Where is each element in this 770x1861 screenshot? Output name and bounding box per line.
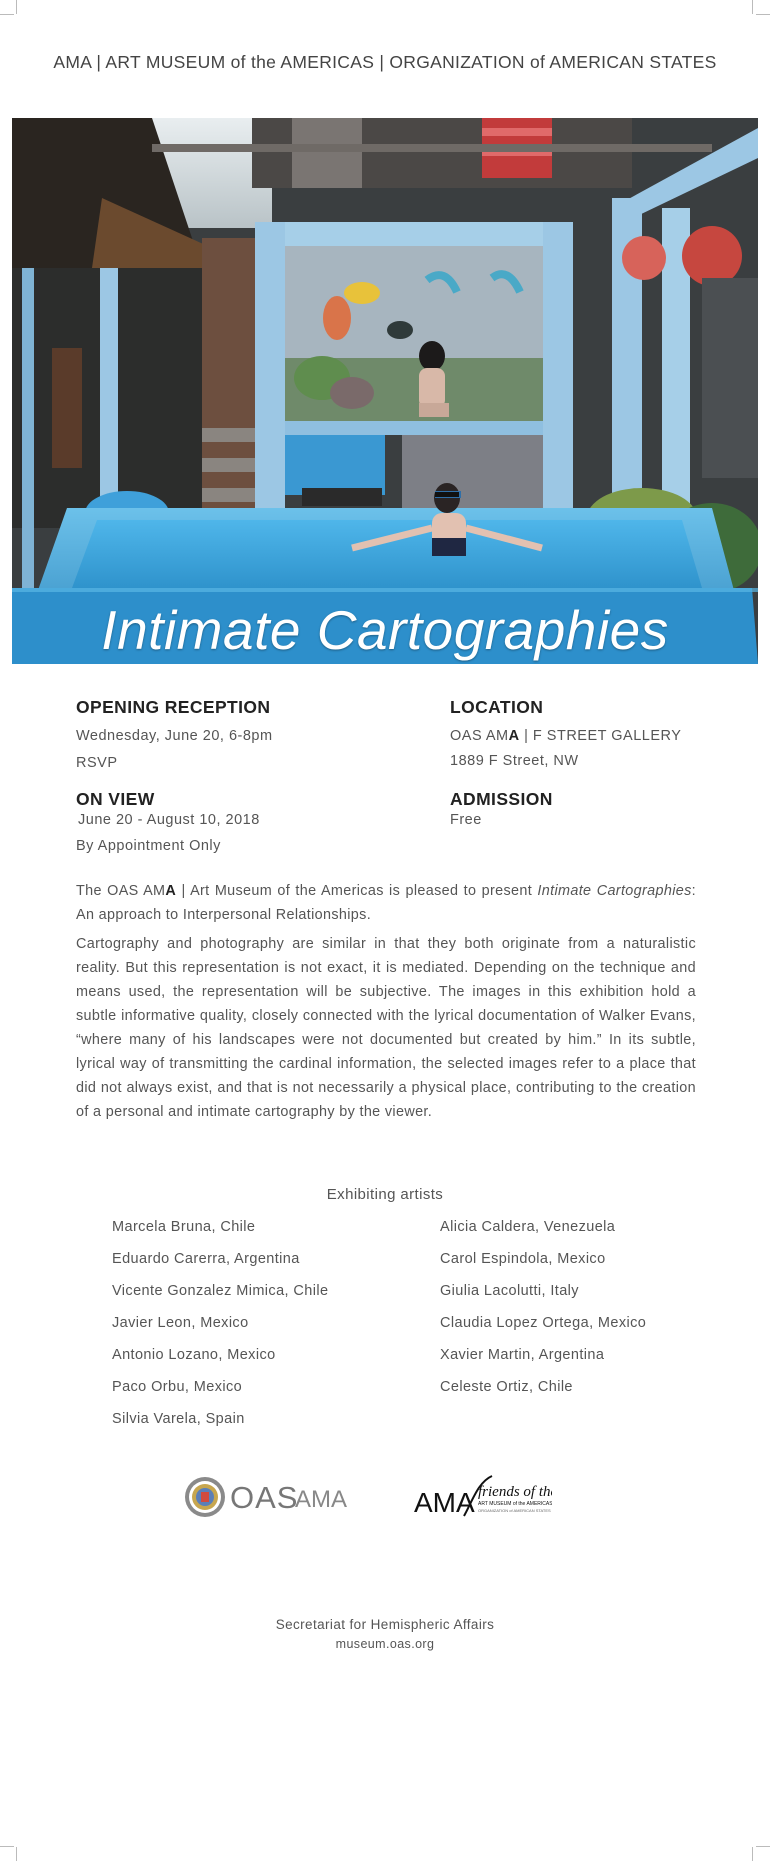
on-view-block <box>76 789 396 854</box>
venue-suffix: | F STREET GALLERY <box>519 728 682 744</box>
ama-logo-text: AMA <box>295 1486 348 1513</box>
museum-header: AMA | ART MUSEUM of the AMERICAS | ORGANIZATION of AMERICAN STATES <box>53 52 717 72</box>
friends-script-text: friends of the <box>478 1484 552 1500</box>
artist-item: Marcela Bruna, Chile <box>112 1219 256 1235</box>
on-view-dates: June 20 - August 10, 2018 <box>78 812 260 828</box>
artist-item: Javier Leon, Mexico <box>112 1315 249 1331</box>
intro-bold-letter: A <box>165 883 177 899</box>
friends-logo-mark <box>412 1472 552 1524</box>
opening-reception-block <box>76 697 396 771</box>
friends-small-text: ART MUSEUM of the AMERICAS <box>478 1501 552 1507</box>
artist-item: Claudia Lopez Ortega, Mexico <box>440 1315 647 1331</box>
intro-text: The OAS AM <box>76 883 166 899</box>
artist-item: Celeste Ortiz, Chile <box>440 1379 573 1395</box>
intro-title-italic: Intimate Cartographies <box>537 883 692 899</box>
crop-mark <box>0 1846 14 1847</box>
opening-reception-heading: OPENING RECEPTION <box>76 697 271 717</box>
artist-item: Carol Espindola, Mexico <box>440 1251 606 1267</box>
crop-mark <box>756 14 770 15</box>
oas-ama-logo <box>184 1475 354 1519</box>
crop-mark <box>752 0 753 14</box>
on-view-heading: ON VIEW <box>76 789 155 809</box>
intro-paragraph <box>76 879 696 927</box>
location-block <box>450 697 750 769</box>
artist-item: Eduardo Carerra, Argentina <box>112 1251 300 1267</box>
admission-heading: ADMISSION <box>450 789 553 809</box>
location-heading: LOCATION <box>450 697 544 717</box>
artist-item: Silvia Varela, Spain <box>112 1411 245 1427</box>
artist-item: Alicia Caldera, Venezuela <box>440 1219 616 1235</box>
hero-photo <box>12 118 758 664</box>
pool-scene-illustration <box>12 118 758 664</box>
opening-reception-date: Wednesday, June 20, 6-8pm <box>76 728 273 744</box>
intro-text: | Art Museum of the Americas is pleased to present <box>176 883 538 899</box>
artist-item: Xavier Martin, Argentina <box>440 1347 605 1363</box>
oas-logo-text: OAS <box>230 1480 299 1515</box>
on-view-note: By Appointment Only <box>76 838 221 854</box>
rsvp-link[interactable]: RSVP <box>76 755 118 771</box>
museum-url-link[interactable]: museum.oas.org <box>335 1637 435 1651</box>
artist-item: Giulia Lacolutti, Italy <box>440 1283 579 1299</box>
crop-mark <box>16 0 17 14</box>
venue-prefix: OAS AM <box>450 728 509 744</box>
crop-mark <box>0 14 14 15</box>
location-venue <box>450 728 750 744</box>
crop-mark <box>16 1847 17 1861</box>
friends-smaller-text: ORGANIZATION of AMERICAN STATES <box>478 1508 551 1513</box>
intro-text: : An approach to Interpersonal Relationships. <box>76 883 697 923</box>
exhibition-title: Intimate Cartographies <box>101 599 669 661</box>
admission-value: Free <box>450 812 482 828</box>
crop-mark <box>752 1847 753 1861</box>
friends-of-ama-logo <box>412 1472 552 1524</box>
artist-item: Vicente Gonzalez Mimica, Chile <box>112 1283 329 1299</box>
friends-ama-text: AMA <box>414 1487 475 1518</box>
admission-block <box>450 789 750 828</box>
location-address: 1889 F Street, NW <box>450 753 579 769</box>
artist-item: Paco Orbu, Mexico <box>112 1379 243 1395</box>
secretariat-text: Secretariat for Hemispheric Affairs <box>275 1617 495 1632</box>
oas-seal-icon <box>184 1475 354 1519</box>
description-paragraph: Cartography and photography are similar in that they both originate from a naturalistic reality. But this representation is not exact, it is mediated. Depending on the technique and means used, the representation will be subjective. The images in this exhibition hold a subtle informative quality, closely connected with the lyrical documentation of Walker Evans, “where many of his landscapes were not documented but created by him.” In its subtle, lyrical way of transmitting the cardinal information, the selected images refer to a place that did not always exist, and that is not necessarily a physical place, contributing to the creation of a personal and intimate cartography by the viewer. <box>76 936 696 1120</box>
crop-mark <box>756 1846 770 1847</box>
venue-bold-letter: A <box>508 728 520 744</box>
artists-heading: Exhibiting artists <box>326 1186 444 1203</box>
artist-item: Antonio Lozano, Mexico <box>112 1347 276 1363</box>
